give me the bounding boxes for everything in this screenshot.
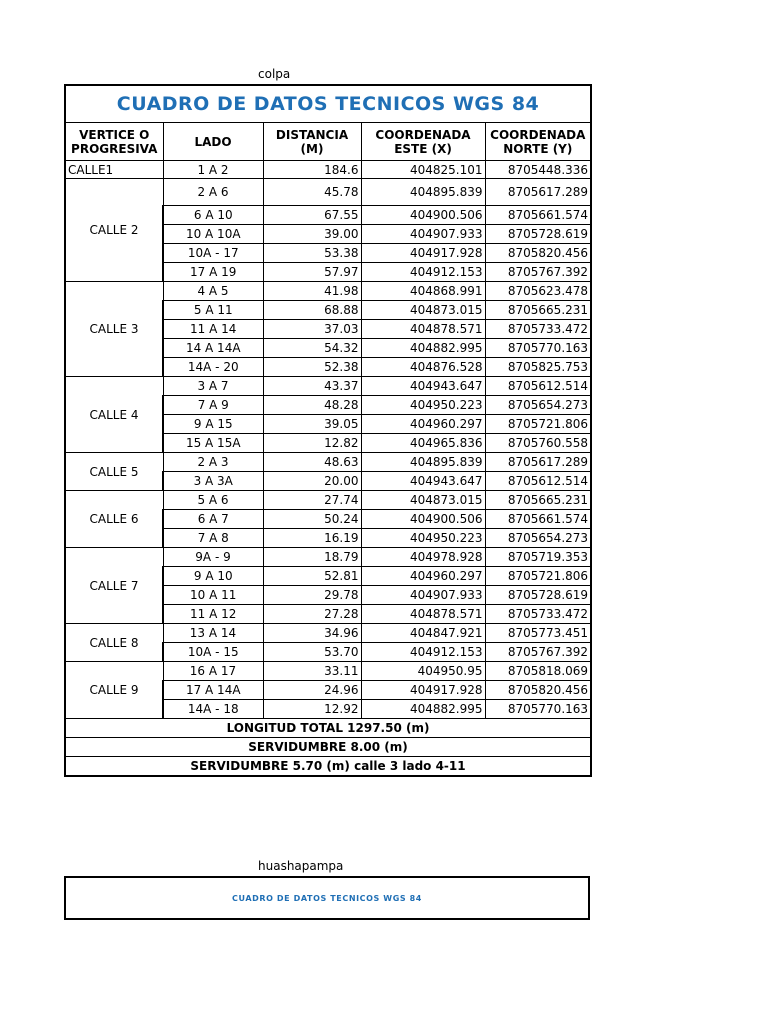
- este-cell: 404873.015: [361, 491, 485, 510]
- norte-cell: 8705448.336: [485, 161, 591, 179]
- norte-cell: 8705721.806: [485, 567, 591, 586]
- lado-cell: 5 A 6: [163, 491, 263, 510]
- este-cell: 404912.153: [361, 643, 485, 662]
- este-cell: 404978.928: [361, 548, 485, 567]
- footer-row: [65, 719, 591, 738]
- norte-cell: 8705767.392: [485, 263, 591, 282]
- distancia-cell: 57.97: [263, 263, 361, 282]
- lado-cell: 10 A 11: [163, 586, 263, 605]
- distancia-cell: 33.11: [263, 662, 361, 681]
- lado-cell: 10A - 17: [163, 244, 263, 263]
- este-cell: 404878.571: [361, 320, 485, 339]
- vertice-cell: CALLE 8: [65, 624, 163, 662]
- table-row: [65, 662, 591, 681]
- lado-cell: 9A - 9: [163, 548, 263, 567]
- lado-cell: 10 A 10A: [163, 225, 263, 244]
- lado-cell: 2 A 3: [163, 453, 263, 472]
- distancia-cell: 53.70: [263, 643, 361, 662]
- lado-cell: 9 A 10: [163, 567, 263, 586]
- este-cell: 404912.153: [361, 263, 485, 282]
- norte-cell: 8705770.163: [485, 339, 591, 358]
- lado-cell: 16 A 17: [163, 662, 263, 681]
- norte-cell: 8705820.456: [485, 681, 591, 700]
- table-title-huashapampa: CUADRO DE DATOS TECNICOS WGS 84: [232, 893, 422, 903]
- vertice-cell: CALLE 4: [65, 377, 163, 453]
- table-row: [65, 491, 591, 510]
- norte-cell: 8705661.574: [485, 510, 591, 529]
- norte-cell: 8705760.558: [485, 434, 591, 453]
- norte-cell: 8705661.574: [485, 206, 591, 225]
- header-coord-este: COORDENADA ESTE (X): [361, 123, 485, 161]
- distancia-cell: 37.03: [263, 320, 361, 339]
- este-cell: 404882.995: [361, 700, 485, 719]
- distancia-cell: 68.88: [263, 301, 361, 320]
- norte-cell: 8705733.472: [485, 320, 591, 339]
- este-cell: 404895.839: [361, 453, 485, 472]
- este-cell: 404847.921: [361, 624, 485, 643]
- header-coord-norte: COORDENADA NORTE (Y): [485, 123, 591, 161]
- distancia-cell: 50.24: [263, 510, 361, 529]
- norte-cell: 8705825.753: [485, 358, 591, 377]
- norte-cell: 8705721.806: [485, 415, 591, 434]
- distancia-cell: 54.32: [263, 339, 361, 358]
- distancia-cell: 39.00: [263, 225, 361, 244]
- distancia-cell: 52.81: [263, 567, 361, 586]
- este-cell: 404907.933: [361, 586, 485, 605]
- este-cell: 404878.571: [361, 605, 485, 624]
- distancia-cell: 20.00: [263, 472, 361, 491]
- distancia-cell: 53.38: [263, 244, 361, 263]
- footer-cell: SERVIDUMBRE 8.00 (m): [65, 738, 591, 757]
- vertice-cell: CALLE 7: [65, 548, 163, 624]
- este-cell: 404825.101: [361, 161, 485, 179]
- este-cell: 404965.836: [361, 434, 485, 453]
- colpa-label: colpa: [258, 67, 291, 81]
- vertice-cell: CALLE 9: [65, 662, 163, 719]
- distancia-cell: 48.28: [263, 396, 361, 415]
- distancia-cell: 52.38: [263, 358, 361, 377]
- lado-cell: 10A - 15: [163, 643, 263, 662]
- lado-cell: 17 A 14A: [163, 681, 263, 700]
- lado-cell: 11 A 14: [163, 320, 263, 339]
- norte-cell: 8705767.392: [485, 643, 591, 662]
- technical-data-table-huashapampa: [64, 876, 590, 920]
- norte-cell: 8705820.456: [485, 244, 591, 263]
- norte-cell: 8705773.451: [485, 624, 591, 643]
- norte-cell: 8705617.289: [485, 453, 591, 472]
- lado-cell: 13 A 14: [163, 624, 263, 643]
- distancia-cell: 45.78: [263, 179, 361, 206]
- distancia-cell: 27.74: [263, 491, 361, 510]
- lado-cell: 3 A 7: [163, 377, 263, 396]
- este-cell: 404960.297: [361, 567, 485, 586]
- lado-cell: 6 A 7: [163, 510, 263, 529]
- lado-cell: 11 A 12: [163, 605, 263, 624]
- norte-cell: 8705728.619: [485, 586, 591, 605]
- header-distancia: DISTANCIA (M): [263, 123, 361, 161]
- table-row: [65, 377, 591, 396]
- lado-cell: 9 A 15: [163, 415, 263, 434]
- norte-cell: 8705719.353: [485, 548, 591, 567]
- lado-cell: 4 A 5: [163, 282, 263, 301]
- norte-cell: 8705665.231: [485, 491, 591, 510]
- distancia-cell: 12.92: [263, 700, 361, 719]
- vertice-cell: CALLE 5: [65, 453, 163, 491]
- norte-cell: 8705818.069: [485, 662, 591, 681]
- lado-cell: 14A - 18: [163, 700, 263, 719]
- lado-cell: 15 A 15A: [163, 434, 263, 453]
- distancia-cell: 48.63: [263, 453, 361, 472]
- este-cell: 404950.223: [361, 396, 485, 415]
- table-row: [65, 282, 591, 301]
- norte-cell: 8705654.273: [485, 529, 591, 548]
- lado-cell: 2 A 6: [163, 179, 263, 206]
- distancia-cell: 24.96: [263, 681, 361, 700]
- table-title: CUADRO DE DATOS TECNICOS WGS 84: [65, 85, 591, 123]
- este-cell: 404917.928: [361, 244, 485, 263]
- footer-row: [65, 738, 591, 757]
- este-cell: 404900.506: [361, 206, 485, 225]
- lado-cell: 7 A 9: [163, 396, 263, 415]
- table-row: [65, 548, 591, 567]
- lado-cell: 14A - 20: [163, 358, 263, 377]
- vertice-cell: CALLE1: [65, 161, 163, 179]
- distancia-cell: 43.37: [263, 377, 361, 396]
- este-cell: 404868.991: [361, 282, 485, 301]
- table-row: [65, 453, 591, 472]
- este-cell: 404895.839: [361, 179, 485, 206]
- table-row: [65, 624, 591, 643]
- norte-cell: 8705728.619: [485, 225, 591, 244]
- vertice-cell: CALLE 3: [65, 282, 163, 377]
- header-vertice: VERTICE O PROGRESIVA: [65, 123, 163, 161]
- header-lado: LADO: [163, 123, 263, 161]
- norte-cell: 8705665.231: [485, 301, 591, 320]
- lado-cell: 6 A 10: [163, 206, 263, 225]
- norte-cell: 8705654.273: [485, 396, 591, 415]
- distancia-cell: 67.55: [263, 206, 361, 225]
- distancia-cell: 29.78: [263, 586, 361, 605]
- este-cell: 404873.015: [361, 301, 485, 320]
- footer-row: [65, 757, 591, 777]
- vertice-cell: CALLE 2: [65, 179, 163, 282]
- vertice-cell: CALLE 6: [65, 491, 163, 548]
- este-cell: 404960.297: [361, 415, 485, 434]
- norte-cell: 8705612.514: [485, 377, 591, 396]
- technical-data-table-colpa: [64, 84, 592, 777]
- distancia-cell: 12.82: [263, 434, 361, 453]
- este-cell: 404917.928: [361, 681, 485, 700]
- este-cell: 404882.995: [361, 339, 485, 358]
- table-row: [65, 179, 591, 206]
- norte-cell: 8705733.472: [485, 605, 591, 624]
- distancia-cell: 27.28: [263, 605, 361, 624]
- footer-cell: SERVIDUMBRE 5.70 (m) calle 3 lado 4-11: [65, 757, 591, 777]
- norte-cell: 8705623.478: [485, 282, 591, 301]
- distancia-cell: 18.79: [263, 548, 361, 567]
- huashapampa-label: huashapampa: [258, 859, 344, 873]
- norte-cell: 8705770.163: [485, 700, 591, 719]
- este-cell: 404876.528: [361, 358, 485, 377]
- distancia-cell: 16.19: [263, 529, 361, 548]
- distancia-cell: 184.6: [263, 161, 361, 179]
- este-cell: 404907.933: [361, 225, 485, 244]
- este-cell: 404950.223: [361, 529, 485, 548]
- table-row: [65, 161, 591, 179]
- distancia-cell: 34.96: [263, 624, 361, 643]
- norte-cell: 8705612.514: [485, 472, 591, 491]
- este-cell: 404950.95: [361, 662, 485, 681]
- lado-cell: 7 A 8: [163, 529, 263, 548]
- lado-cell: 5 A 11: [163, 301, 263, 320]
- este-cell: 404943.647: [361, 377, 485, 396]
- footer-cell: LONGITUD TOTAL 1297.50 (m): [65, 719, 591, 738]
- lado-cell: 17 A 19: [163, 263, 263, 282]
- distancia-cell: 39.05: [263, 415, 361, 434]
- norte-cell: 8705617.289: [485, 179, 591, 206]
- este-cell: 404900.506: [361, 510, 485, 529]
- lado-cell: 3 A 3A: [163, 472, 263, 491]
- lado-cell: 1 A 2: [163, 161, 263, 179]
- este-cell: 404943.647: [361, 472, 485, 491]
- lado-cell: 14 A 14A: [163, 339, 263, 358]
- distancia-cell: 41.98: [263, 282, 361, 301]
